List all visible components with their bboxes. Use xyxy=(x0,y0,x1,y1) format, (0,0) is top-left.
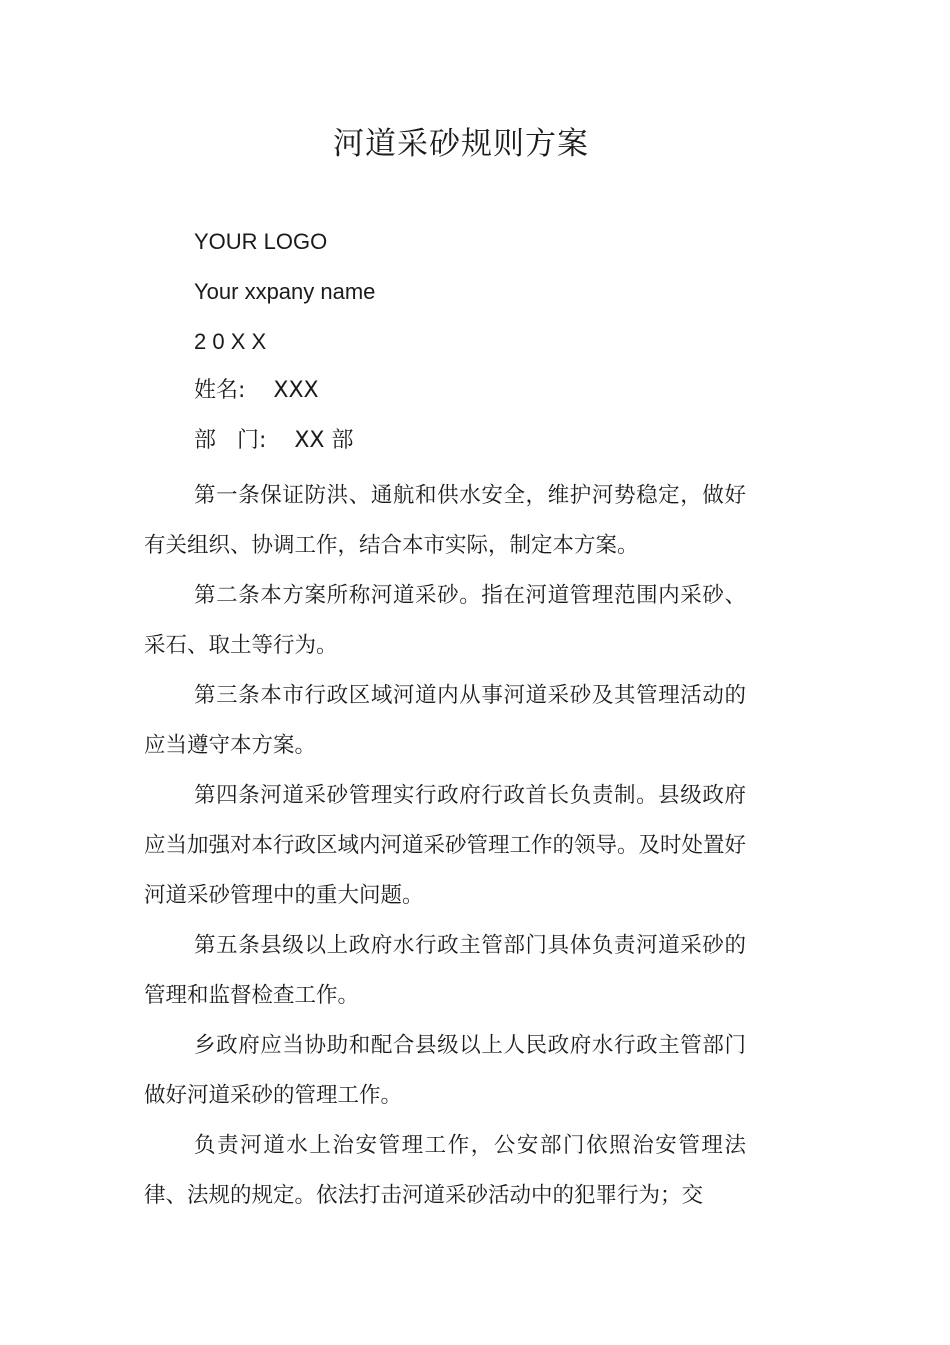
logo-placeholder-text: YOUR LOGO xyxy=(194,229,328,254)
document-title: 河道采砂规则方案 xyxy=(333,126,589,162)
document-body xyxy=(144,471,746,1221)
article-5-paragraph: 第五条县级以上政府水行政主管部门具体负责河道采砂的管理和监督检查工作。 xyxy=(144,933,746,1008)
year-text: 2 0 X X xyxy=(194,329,267,354)
article-2-paragraph: 第二条本方案所称河道采砂。指在河道管理范围内采砂、采石、取土等行为。 xyxy=(144,583,746,658)
township-paragraph: 乡政府应当协助和配合县级以上人民政府水行政主管部门做好河道采砂的管理工作。 xyxy=(144,1033,746,1108)
police-paragraph: 负责河道水上治安管理工作，公安部门依照治安管理法律、法规的规定。依法打击河道采砂活动中的犯罪行为；交 xyxy=(144,1133,746,1208)
article-3-paragraph: 第三条本市行政区域河道内从事河道采砂及其管理活动的应当遵守本方案。 xyxy=(144,683,746,758)
article-1-paragraph: 第一条保证防洪、通航和供水安全，维护河势稳定，做好有关组织、协调工作，结合本市实际，制定本方案。 xyxy=(144,483,746,558)
department-line: 部 门: XX 部 xyxy=(194,428,354,453)
article-4-paragraph: 第四条河道采砂管理实行政府行政首长负责制。县级政府应当加强对本行政区域内河道采砂管理工作的领导。及时处置好河道采砂管理中的重大问题。 xyxy=(144,783,747,908)
name-line: 姓名: XXX xyxy=(194,378,319,403)
company-name-text: Your xxpany name xyxy=(194,279,376,304)
